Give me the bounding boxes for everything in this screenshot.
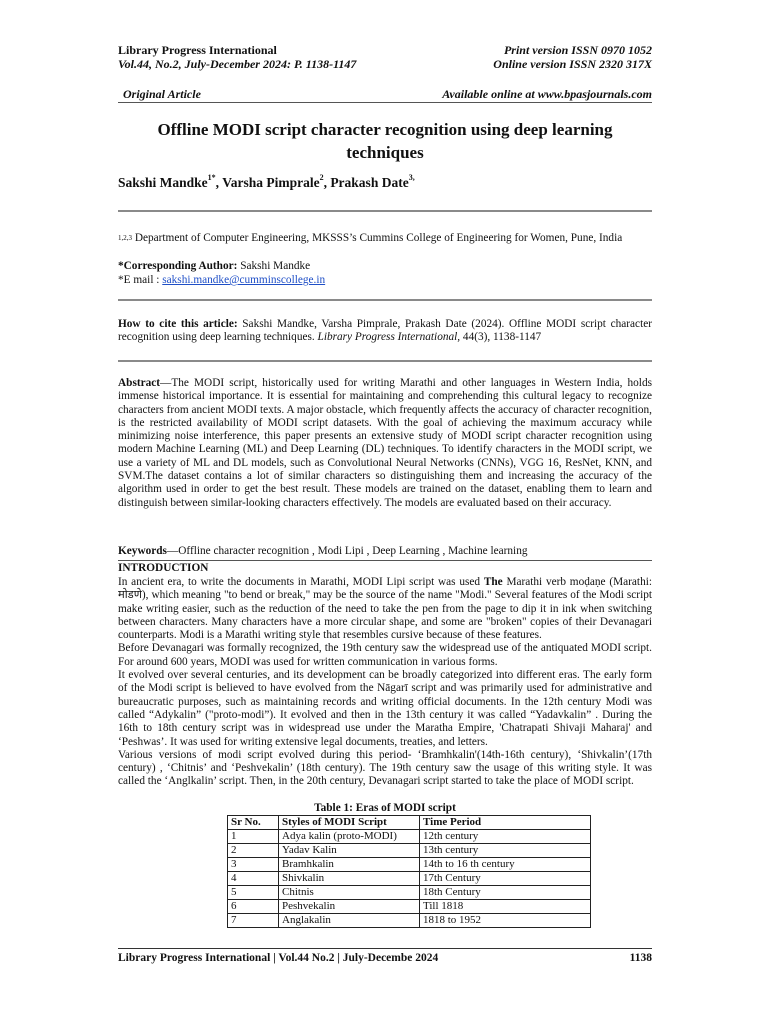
table-header-row xyxy=(228,816,591,830)
table-row xyxy=(228,858,591,872)
table-cell: 3 xyxy=(228,858,279,872)
email-link[interactable]: sakshi.mandke@cumminscollege.in xyxy=(162,274,326,286)
table-cell: Till 1818 xyxy=(420,900,591,914)
section-divider xyxy=(118,299,652,301)
eras-table xyxy=(227,815,591,928)
table-header-cell: Time Period xyxy=(420,816,591,830)
author-name: Prakash Date xyxy=(330,175,409,190)
intro-paragraph: It evolved over several centuries, and its development can be broadly categorized into different eras. The early form of the Modi script is believed to have evolved from the Nāgarī script and was primarily used for administrative and bureaucratic purposes, such as maintaining records and writing official documents. In the 12th century Modi was called “Adykalin” ("proto-modi”). It evolved and then in the 13th century it was called “Yadavkalin” . During the 16th to 18th century script was in widespread use under the Maratha Empire, 'Chatrapati Shivaji Maharaj' and ‘Peshwas’. It was used for writing extensive legal documents, treaties, and letters. xyxy=(118,669,652,748)
citation-label: How to cite this article: xyxy=(118,318,238,330)
author-sup: 3, xyxy=(408,173,415,182)
table-caption: Table 1: Eras of MODI script xyxy=(314,802,456,814)
print-issn: Print version ISSN 0970 1052 xyxy=(503,43,652,57)
table-cell: Yadav Kalin xyxy=(279,844,420,858)
affiliation-text: Department of Computer Engineering, MKSSS’s Cummins College of Engineering for Women, Pune, India xyxy=(132,232,623,244)
table-cell: 5 xyxy=(228,886,279,900)
table-cell: 18th Century xyxy=(420,886,591,900)
abstract-block xyxy=(118,377,652,510)
article-type: Original Article xyxy=(123,87,201,101)
author-sup: 2 xyxy=(319,173,324,182)
paper-page xyxy=(118,0,652,1024)
section-divider xyxy=(118,210,652,212)
citation-journal: Library Progress International, xyxy=(317,331,461,344)
author-name: Sakshi Mandke xyxy=(118,175,208,190)
corresponding-author xyxy=(118,259,310,273)
affiliation xyxy=(118,231,622,245)
table-row xyxy=(228,900,591,914)
table-cell: 13th century xyxy=(420,844,591,858)
table-cell: Anglakalin xyxy=(279,914,420,928)
table-cell: 7 xyxy=(228,914,279,928)
section-divider xyxy=(118,360,652,362)
email-label: *E mail : xyxy=(118,274,163,286)
citation-tail: 44(3), 1138-1147 xyxy=(460,331,542,344)
table-cell: 17th Century xyxy=(420,872,591,886)
table-row xyxy=(228,830,591,844)
table-cell: 6 xyxy=(228,900,279,914)
intro-paragraph: Before Devanagari was formally recognized, the 19th century saw the widespread use of the antiquated MODI script. For around 600 years, MODI was used for written communication in various forms. xyxy=(118,642,652,668)
abstract-label: Abstract xyxy=(118,377,161,389)
intro-paragraph: Various versions of modi script evolved during this period- ‘Bramhkalin'(14th-16th century), ‘Shivkalin’(17th century) , ‘Chitnis’ and ‘Peshvekalin’ (18th century). The 19th century saw the usage of this writing style. It was called the ‘Anglkalin’ script. Then, in the 20th century, Devanagari script started to take the place of MODI script. xyxy=(118,748,652,788)
table-cell: Chitnis xyxy=(279,886,420,900)
introduction-heading: INTRODUCTION xyxy=(118,562,209,574)
intro-paragraph: In ancient era, to write the documents in Marathi, MODI Lipi script was used The Marathi verb moḍaṇe (Marathi: मोडणे), which meaning "to bend or break," may be the source of the name "Modi." Several features of the Modi script make writing easier, such as the reduction of the need to take the pen from the page to dip it in ink when switching between characters. Many characters have a more circular shape, and some are "broken" copies of their Devanagari counterparts. Modi is a Marathi writing style that resembles cursive because of these features. xyxy=(118,576,652,642)
affiliation-sup: 1,2,3 xyxy=(118,234,132,242)
table-row xyxy=(228,844,591,858)
table-cell: Shivkalin xyxy=(279,872,420,886)
table-cell: Bramhkalin xyxy=(279,858,420,872)
keywords-text: —Offline character recognition , Modi Lipi , Deep Learning , Machine learning xyxy=(166,545,528,557)
page-number: 1138 xyxy=(629,952,652,964)
table-cell: 2 xyxy=(228,844,279,858)
keywords-line xyxy=(118,545,528,557)
table-row xyxy=(228,872,591,886)
table-header-cell: Styles of MODI Script xyxy=(279,816,420,830)
author-name: Varsha Pimprale xyxy=(222,175,320,190)
table-cell: 4 xyxy=(228,872,279,886)
journal-name: Library Progress International xyxy=(118,43,277,57)
footer-divider xyxy=(118,948,652,949)
author-sup: 1* xyxy=(207,173,216,182)
table-cell: 14th to 16 th century xyxy=(420,858,591,872)
introduction-body xyxy=(118,576,652,789)
journal-volume: Vol.44, No.2, July-December 2024: P. 1138-1147 xyxy=(118,57,357,71)
corresponding-label: *Corresponding Author: xyxy=(118,260,238,272)
table-row xyxy=(228,914,591,928)
corresponding-name: Sakshi Mandke xyxy=(237,260,311,272)
keywords-divider xyxy=(118,560,652,561)
available-online: Available online at www.bpasjournals.com xyxy=(442,87,652,101)
table-cell: 1818 to 1952 xyxy=(420,914,591,928)
online-issn: Online version ISSN 2320 317X xyxy=(493,57,652,71)
footer-journal: Library Progress International | Vol.44 No.2 | July-Decembe 2024 xyxy=(118,952,439,964)
table-row xyxy=(228,886,591,900)
abstract-text: —The MODI script, historically used for writing Marathi and other languages in Western India, holds immense historical importance. It is essential for maintaining and comprehending this cultural legacy to recognize characters from ancient MODI texts. A major obstacle, which frequently affects the accuracy of character recognition, is the restricted availability of MODI script datasets. With the goal of achieving the maximum accuracy while minimizing noise interference, this paper presents an extensive study of MODI script character recognition using modern Machine Learning (ML) and Deep Learning (DL) techniques. To identify characters in the MODI script, we use a variety of ML and DL models, such as Convolutional Neural Networks (CNNs), VGG 16, ResNet, KNN, and SVM.The dataset contains a lot of similar characters so distinguishing them and increasing the accuracy of the algorithm used in order to get the best result. These models are trained on the dataset, enabling them to learn and distinguish between similar-looking characters effectively. The models are evaluated based on their accuracy. xyxy=(118,377,652,509)
table-cell: 12th century xyxy=(420,830,591,844)
table-header-cell: Sr No. xyxy=(228,816,279,830)
header-divider xyxy=(118,102,652,103)
table-cell: Peshvekalin xyxy=(279,900,420,914)
keywords-label: Keywords xyxy=(118,545,167,557)
table-cell: Adya kalin (proto-MODI) xyxy=(279,830,420,844)
author-list: Sakshi Mandke$^{1*}$, Varsha Pimprale$^2$, Prakash Date$^{3,}$ xyxy=(118,173,415,190)
table-cell: 1 xyxy=(228,830,279,844)
citation-text: Sakshi Mandke, Varsha Pimprale, Prakash Date (2024). Offline MODI script character recognition using deep learning techniques. xyxy=(118,318,652,344)
paper-title: Offline MODI script character recognition using deep learning techniques xyxy=(157,120,613,162)
email-line xyxy=(118,273,325,287)
citation-block xyxy=(118,318,652,345)
